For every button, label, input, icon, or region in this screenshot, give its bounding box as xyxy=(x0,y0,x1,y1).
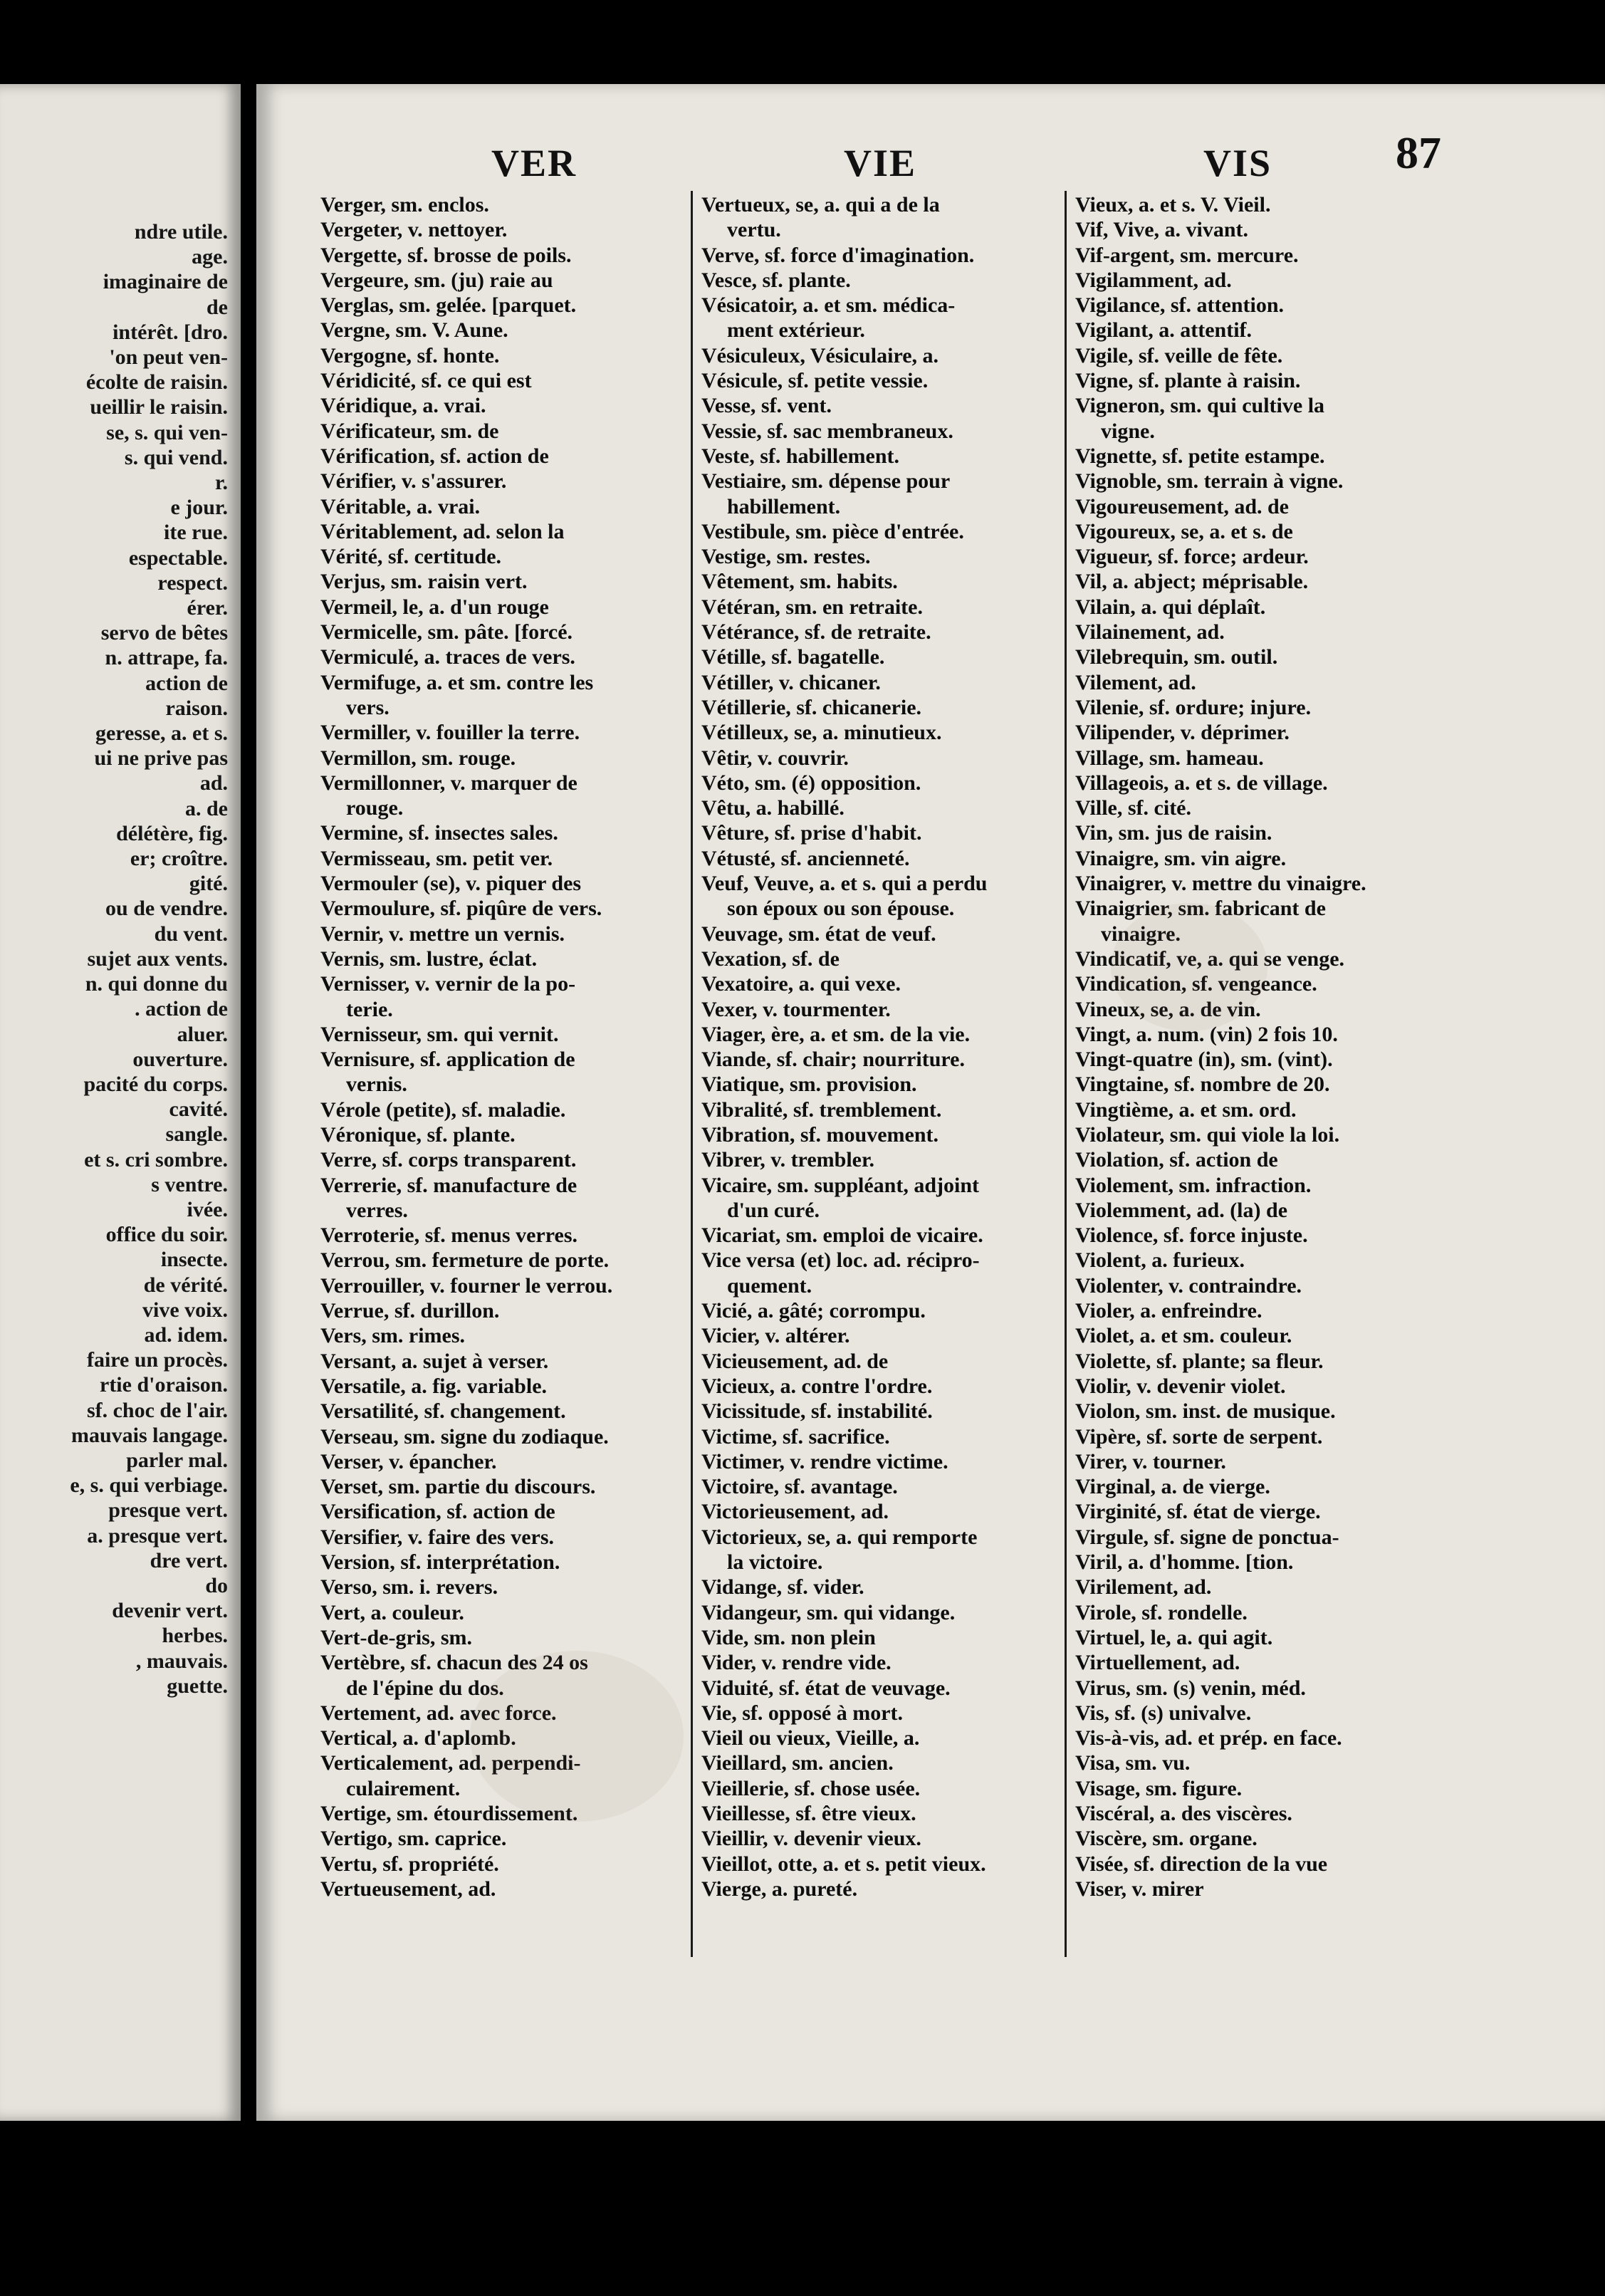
dictionary-entry: Vertu, sf. propriété. xyxy=(320,1852,499,1876)
dictionary-entry: Vieillerie, sf. chose usée. xyxy=(701,1776,921,1800)
paper-stain xyxy=(470,1651,684,1822)
dictionary-entry: Vermeil, le, a. d'un rouge xyxy=(320,595,549,619)
dictionary-entry: Vindication, sf. vengeance. xyxy=(1075,972,1317,996)
left-page-line: ad. idem. xyxy=(144,1322,228,1347)
left-page-line: devenir vert. xyxy=(112,1599,228,1623)
dictionary-entry: Vertige, sm. étourdissement. xyxy=(320,1802,578,1825)
dictionary-entry: vers. xyxy=(346,695,390,719)
dictionary-entry: Vigile, sf. veille de fête. xyxy=(1075,343,1283,367)
dictionary-entry: Véridicité, sf. ce qui est xyxy=(320,369,532,393)
dictionary-entry: Verrerie, sf. manufacture de xyxy=(320,1173,577,1197)
left-page-line: imaginaire de xyxy=(103,270,228,294)
dictionary-entry: Véritablement, ad. selon la xyxy=(320,519,565,543)
header-center-word: VIE xyxy=(844,142,917,184)
dictionary-entry: Vermifuge, a. et sm. contre les xyxy=(320,670,594,694)
dictionary-entry: Vidangeur, sm. qui vidange. xyxy=(701,1600,956,1624)
dictionary-entry: Vis, sf. (s) univalve. xyxy=(1075,1701,1252,1725)
left-page-line: s. qui vend. xyxy=(124,445,228,469)
dictionary-entry: Vilipender, v. déprimer. xyxy=(1075,721,1290,745)
dictionary-entry: Vierge, a. pureté. xyxy=(701,1877,858,1901)
dictionary-entry: Viduité, sf. état de veuvage. xyxy=(701,1676,951,1700)
dictionary-entry: Vineux, se, a. de vin. xyxy=(1075,997,1261,1021)
dictionary-entry: Verroterie, sf. menus verres. xyxy=(320,1223,577,1248)
dictionary-entry: Viande, sf. chair; nourriture. xyxy=(701,1048,965,1072)
dictionary-entry: Veuvage, sm. état de veuf. xyxy=(701,922,936,946)
dictionary-entry: Violement, sm. infraction. xyxy=(1075,1173,1312,1197)
dictionary-entry: Virginal, a. de vierge. xyxy=(1075,1475,1270,1499)
dictionary-entry: Victorieusement, ad. xyxy=(701,1500,889,1524)
dictionary-entry: Verger, sm. enclos. xyxy=(320,193,489,216)
dictionary-entry: Vétiller, v. chicaner. xyxy=(701,670,881,694)
dictionary-entry: vinaigre. xyxy=(1101,922,1181,946)
dictionary-entry: Vilenie, sf. ordure; injure. xyxy=(1075,695,1312,719)
dictionary-entry: d'un curé. xyxy=(727,1198,820,1222)
dictionary-entry: Vêture, sf. prise d'habit. xyxy=(701,821,922,845)
dictionary-entry: Vertement, ad. avec force. xyxy=(320,1701,557,1725)
dictionary-entry: Vétille, sf. bagatelle. xyxy=(701,645,885,669)
left-page-line: de xyxy=(206,295,228,319)
dictionary-entry: Virilement, ad. xyxy=(1075,1575,1212,1600)
dictionary-entry: Viril, a. d'homme. [tion. xyxy=(1075,1550,1294,1575)
left-page-line: n. qui donne du xyxy=(85,972,228,996)
dictionary-entry: Victimer, v. rendre victime. xyxy=(701,1449,948,1473)
dictionary-entry: Versatile, a. fig. variable. xyxy=(320,1374,548,1398)
dictionary-entry: Vermouler (se), v. piquer des xyxy=(320,872,582,896)
dictionary-entry: Vétillerie, sf. chicanerie. xyxy=(701,695,922,719)
left-page-line: insecte. xyxy=(160,1248,228,1272)
left-page-line: office du soir. xyxy=(105,1223,228,1247)
dictionary-entry: Vêtir, v. couvrir. xyxy=(701,746,849,770)
dictionary-entry: rouge. xyxy=(346,796,404,820)
dictionary-entry: Violence, sf. force injuste. xyxy=(1075,1223,1308,1248)
dictionary-entry: Vilement, ad. xyxy=(1075,670,1196,694)
dictionary-entry: Verjus, sm. raisin vert. xyxy=(320,570,528,594)
dictionary-entry: Véronique, sf. plante. xyxy=(320,1122,516,1147)
left-page-line: ouverture. xyxy=(132,1047,228,1071)
dictionary-entry: Vie, sf. opposé à mort. xyxy=(701,1701,904,1725)
left-page-text xyxy=(70,219,228,1698)
dictionary-entry: Vérité, sf. certitude. xyxy=(320,545,502,569)
dictionary-entry: Violemment, ad. (la) de xyxy=(1075,1198,1288,1222)
dictionary-entry: Vieil ou vieux, Vieille, a. xyxy=(701,1726,920,1750)
dictionary-entry: Vigilamment, ad. xyxy=(1075,268,1232,292)
dictionary-entry: Viatique, sm. provision. xyxy=(701,1073,917,1097)
dictionary-entry: Vétilleux, se, a. minutieux. xyxy=(701,721,942,745)
dictionary-entry: Vignette, sf. petite estampe. xyxy=(1075,444,1325,468)
left-page-line: ndre utile. xyxy=(134,220,228,244)
dictionary-entry: Viser, v. mirer xyxy=(1075,1877,1204,1901)
dictionary-entry: Verset, sm. partie du discours. xyxy=(320,1475,596,1499)
dictionary-entry: Visage, sm. figure. xyxy=(1075,1776,1243,1800)
dictionary-entry: son époux ou son épouse. xyxy=(727,897,955,921)
dictionary-entry: Viscéral, a. des viscères. xyxy=(1075,1802,1292,1825)
left-page-line: a. de xyxy=(185,796,228,820)
left-page-line: sf. choc de l'air. xyxy=(86,1398,228,1422)
column-divider xyxy=(1065,191,1067,1957)
left-page-line: respect. xyxy=(157,570,228,595)
dictionary-entry: Verser, v. épancher. xyxy=(320,1449,497,1473)
dictionary-entry: Vinaigre, sm. vin aigre. xyxy=(1075,846,1287,870)
dictionary-entry: Virus, sm. (s) venin, méd. xyxy=(1075,1676,1306,1700)
dictionary-entry: Versification, sf. action de xyxy=(320,1500,555,1524)
dictionary-entry: Vexer, v. tourmenter. xyxy=(701,997,891,1021)
dictionary-entry: Veste, sf. habillement. xyxy=(701,444,900,468)
dictionary-entry: Vigoureux, se, a. et s. de xyxy=(1075,519,1293,543)
dictionary-entry: Vertical, a. d'aplomb. xyxy=(320,1726,516,1750)
running-header xyxy=(256,84,1605,191)
dictionary-entry: Vertigo, sm. caprice. xyxy=(320,1827,507,1851)
dictionary-entry: Vin, sm. jus de raisin. xyxy=(1075,821,1272,845)
left-page-line: er; croître. xyxy=(130,847,228,871)
dictionary-entry: Verseau, sm. signe du zodiaque. xyxy=(320,1424,609,1449)
dictionary-entry: Vexatoire, a. qui vexe. xyxy=(701,972,901,996)
dictionary-entry: Vêtement, sm. habits. xyxy=(701,570,898,594)
left-page-line: n. attrape, fa. xyxy=(105,646,228,670)
dictionary-entry: Vétusté, sf. ancienneté. xyxy=(701,846,910,870)
dictionary-entry: Violenter, v. contraindre. xyxy=(1075,1273,1302,1298)
dictionary-entry: Vessie, sf. sac membraneux. xyxy=(701,419,953,443)
dictionary-entry: Vêtu, a. habillé. xyxy=(701,796,845,820)
left-page-line: presque vert. xyxy=(108,1498,228,1523)
dictionary-entry: ment extérieur. xyxy=(727,318,865,343)
dictionary-entry: Vergne, sm. V. Aune. xyxy=(320,318,508,343)
dictionary-entry: Villageois, a. et s. de village. xyxy=(1075,771,1328,795)
left-page-line: e, s. qui verbiage. xyxy=(70,1473,228,1498)
dictionary-entry: Vibralité, sf. tremblement. xyxy=(701,1097,942,1122)
dictionary-entry: culairement. xyxy=(346,1776,461,1800)
dictionary-entry: Vigueur, sf. force; ardeur. xyxy=(1075,545,1309,569)
dictionary-entry: Vestige, sm. restes. xyxy=(701,545,871,569)
dictionary-entry: vertu. xyxy=(727,218,781,242)
dictionary-entry: Virginité, sf. état de vierge. xyxy=(1075,1500,1321,1524)
dictionary-entry: Vernis, sm. lustre, éclat. xyxy=(320,946,538,971)
dictionary-entry: Vérification, sf. action de xyxy=(320,444,549,468)
left-page-line: action de xyxy=(145,671,228,695)
left-page-line: ui ne prive pas xyxy=(94,746,228,771)
dictionary-entry: Vésiculeux, Vésiculaire, a. xyxy=(701,343,939,367)
dictionary-entry: Virgule, sf. signe de ponctua- xyxy=(1075,1525,1339,1549)
left-page-line: vive voix. xyxy=(142,1298,228,1322)
dictionary-entry: Vibration, sf. mouvement. xyxy=(701,1122,939,1147)
dictionary-entry: Versatilité, sf. changement. xyxy=(320,1399,566,1424)
left-page-line: se, s. qui ven- xyxy=(106,420,228,444)
dictionary-entry: Violette, sf. plante; sa fleur. xyxy=(1075,1349,1324,1373)
header-right-word: VIS xyxy=(1203,142,1272,184)
dictionary-entry: Vermoulure, sf. piqûre de vers. xyxy=(320,897,602,921)
dictionary-entry: Vinaigrier, sm. fabricant de xyxy=(1075,897,1326,921)
dictionary-entry: Verso, sm. i. revers. xyxy=(320,1575,498,1600)
dictionary-entry: Vérole (petite), sf. maladie. xyxy=(320,1097,566,1122)
left-page-line: du vent. xyxy=(154,922,228,946)
dictionary-entry: Vicissitude, sf. instabilité. xyxy=(701,1399,933,1424)
dictionary-entry: Victime, sf. sacrifice. xyxy=(701,1424,890,1449)
dictionary-entry: Vigneron, sm. qui cultive la xyxy=(1075,394,1325,418)
left-page-line: ite rue. xyxy=(164,521,228,545)
left-page-line: et s. cri sombre. xyxy=(84,1147,228,1172)
dictionary-entry: Version, sf. interprétation. xyxy=(320,1550,560,1575)
dictionary-entry: Vil, a. abject; méprisable. xyxy=(1075,570,1309,594)
dictionary-entry: Vernisure, sf. application de xyxy=(320,1048,575,1072)
dictionary-entry: Vétéran, sm. en retraite. xyxy=(701,595,923,619)
left-page-line: sujet aux vents. xyxy=(87,946,228,971)
dictionary-entry: Vieillard, sm. ancien. xyxy=(701,1751,894,1775)
dictionary-entry: Vernisser, v. vernir de la po- xyxy=(320,972,576,996)
left-page-line: do xyxy=(205,1573,228,1597)
dictionary-entry: Vingt-quatre (in), sm. (vint). xyxy=(1075,1048,1333,1072)
dictionary-entry: Viager, ère, a. et sm. de la vie. xyxy=(701,1022,971,1046)
left-page-line: érer. xyxy=(187,596,228,620)
dictionary-entry: Vernir, v. mettre un vernis. xyxy=(320,922,565,946)
dictionary-entry: Vipère, sf. sorte de serpent. xyxy=(1075,1424,1323,1449)
dictionary-entry: Vésicule, sf. petite vessie. xyxy=(701,369,929,393)
dictionary-entry: Vider, v. rendre vide. xyxy=(701,1651,892,1675)
left-page-line: , mauvais. xyxy=(135,1649,228,1673)
dictionary-entry: Vétérance, sf. de retraite. xyxy=(701,620,931,645)
dictionary-entry: Vicié, a. gâté; corrompu. xyxy=(701,1299,926,1323)
dictionary-page xyxy=(256,84,1605,2121)
dictionary-entry: Vergogne, sf. honte. xyxy=(320,343,500,367)
header-left-word: VER xyxy=(491,142,577,184)
left-page-line: dre vert. xyxy=(150,1548,228,1572)
left-page-line: ou de vendre. xyxy=(105,897,228,921)
dictionary-entry: Virtuel, le, a. qui agit. xyxy=(1075,1625,1273,1649)
dictionary-entry: Vergeter, v. nettoyer. xyxy=(320,218,508,242)
dictionary-entry: Vicier, v. altérer. xyxy=(701,1324,850,1348)
dictionary-entry: Vicaire, sm. suppléant, adjoint xyxy=(701,1173,980,1197)
dictionary-entry: Vers, sm. rimes. xyxy=(320,1324,466,1348)
left-page-line: guette. xyxy=(167,1674,228,1698)
left-page-line: ad. xyxy=(199,771,228,795)
dictionary-entry: Véridique, a. vrai. xyxy=(320,394,486,418)
left-page-line: ivée. xyxy=(187,1197,228,1221)
dictionary-entry: habillement. xyxy=(727,494,841,518)
dictionary-entry: Vesse, sf. vent. xyxy=(701,394,832,418)
left-page-line: espectable. xyxy=(128,546,228,570)
dictionary-entry: Versant, a. sujet à verser. xyxy=(320,1349,549,1373)
dictionary-entry: vernis. xyxy=(346,1073,407,1097)
dictionary-entry: Vingtième, a. et sm. ord. xyxy=(1075,1097,1297,1122)
left-page-line: cavité. xyxy=(169,1097,228,1122)
dictionary-entry: Virole, sf. rondelle. xyxy=(1075,1600,1248,1624)
dictionary-entry: Vermicelle, sm. pâte. [forcé. xyxy=(320,620,573,645)
dictionary-entry: Vilain, a. qui déplaît. xyxy=(1075,595,1266,619)
dictionary-entry: Vignoble, sm. terrain à vigne. xyxy=(1075,469,1344,494)
left-page-line: sangle. xyxy=(165,1122,228,1147)
dictionary-entry: Vindicatif, ve, a. qui se venge. xyxy=(1075,946,1345,971)
entries-column-3 xyxy=(1075,192,1460,1901)
dictionary-entry: Visa, sm. vu. xyxy=(1075,1751,1191,1775)
left-page-line: pacité du corps. xyxy=(83,1072,228,1096)
dictionary-entry: Véritable, a. vrai. xyxy=(320,494,481,518)
dictionary-entry: Véto, sm. (é) opposition. xyxy=(701,771,921,795)
dictionary-entry: Verrou, sm. fermeture de porte. xyxy=(320,1248,610,1273)
left-page-line: a. presque vert. xyxy=(87,1523,228,1548)
dictionary-entry: Vidange, sf. vider. xyxy=(701,1575,864,1600)
dictionary-entry: Violon, sm. inst. de musique. xyxy=(1075,1399,1336,1424)
dictionary-entry: Vestibule, sm. pièce d'entrée. xyxy=(701,519,964,543)
dictionary-entry: Vermillonner, v. marquer de xyxy=(320,771,577,795)
dictionary-entry: Versifier, v. faire des vers. xyxy=(320,1525,554,1549)
dictionary-entry: Veuf, Veuve, a. et s. qui a perdu xyxy=(701,872,988,896)
dictionary-entry: Vert, a. couleur. xyxy=(320,1600,464,1624)
left-page-line: aluer. xyxy=(177,1022,228,1046)
dictionary-entry: Vingt, a. num. (vin) 2 fois 10. xyxy=(1075,1022,1338,1046)
left-page-line: faire un procès. xyxy=(86,1348,228,1372)
dictionary-entry: Vigilance, sf. attention. xyxy=(1075,293,1285,318)
paper-stain xyxy=(1111,903,1267,1031)
left-page-line: geresse, a. et s. xyxy=(95,721,228,746)
dictionary-entry: terie. xyxy=(346,997,393,1021)
dictionary-entry: Vert-de-gris, sm. xyxy=(320,1625,473,1649)
dictionary-entry: Vermillon, sm. rouge. xyxy=(320,746,516,770)
left-page-line: de vérité. xyxy=(143,1273,228,1297)
dictionary-entry: Vicariat, sm. emploi de vicaire. xyxy=(701,1223,983,1248)
dictionary-entry: Violir, v. devenir violet. xyxy=(1075,1374,1286,1398)
dictionary-entry: de l'épine du dos. xyxy=(346,1676,504,1700)
left-page-line: age. xyxy=(192,245,228,269)
page-number: 87 xyxy=(1396,127,1441,178)
dictionary-entry: Violateur, sm. qui viole la loi. xyxy=(1075,1122,1340,1147)
dictionary-entry: Victoire, sf. avantage. xyxy=(701,1475,898,1499)
left-page-line: 'on peut ven- xyxy=(109,345,228,370)
dictionary-entry: Vestiaire, sm. dépense pour xyxy=(701,469,951,494)
dictionary-entry: Victorieux, se, a. qui remporte xyxy=(701,1525,978,1549)
dictionary-entry: Violent, a. furieux. xyxy=(1075,1248,1245,1273)
left-page-line: écolte de raisin. xyxy=(85,370,228,395)
dictionary-entry: Vieillot, otte, a. et s. petit vieux. xyxy=(701,1852,986,1876)
dictionary-entry: Vermiller, v. fouiller la terre. xyxy=(320,721,580,745)
dictionary-entry: Verticalement, ad. perpendi- xyxy=(320,1751,581,1775)
left-page-line: intérêt. [dro. xyxy=(113,320,228,344)
left-page-line: rtie d'oraison. xyxy=(100,1373,228,1397)
left-page-line: raison. xyxy=(165,696,228,720)
dictionary-entry: Vésicatoir, a. et sm. médica- xyxy=(701,293,956,318)
dictionary-entry: vigne. xyxy=(1101,419,1155,443)
dictionary-entry: Virer, v. tourner. xyxy=(1075,1449,1226,1473)
dictionary-entry: Vicieusement, ad. de xyxy=(701,1349,889,1373)
left-page-line: servo de bêtes xyxy=(100,621,228,645)
left-page-line: herbes. xyxy=(162,1624,228,1648)
entries-column-2 xyxy=(701,192,1057,1901)
dictionary-entry: Verrue, sf. durillon. xyxy=(320,1299,500,1323)
left-page-line: r. xyxy=(214,471,228,495)
dictionary-entry: Vermiculé, a. traces de vers. xyxy=(320,645,575,669)
dictionary-entry: Visée, sf. direction de la vue xyxy=(1075,1852,1328,1876)
dictionary-entry: Ville, sf. cité. xyxy=(1075,796,1191,820)
dictionary-entry: Vice versa (et) loc. ad. récipro- xyxy=(701,1248,980,1273)
entries-column-1 xyxy=(320,192,694,1901)
dictionary-entry: Vérifier, v. s'assurer. xyxy=(320,469,507,494)
dictionary-entry: Vertueusement, ad. xyxy=(320,1877,496,1901)
dictionary-entry: Vicieux, a. contre l'ordre. xyxy=(701,1374,933,1398)
dictionary-entry: Violer, a. enfreindre. xyxy=(1075,1299,1262,1323)
dictionary-entry: Vinaigrer, v. mettre du vinaigre. xyxy=(1075,872,1366,896)
left-page-line: mauvais langage. xyxy=(70,1423,228,1447)
dictionary-entry: Vilainement, ad. xyxy=(1075,620,1225,645)
dictionary-entry: Vertèbre, sf. chacun des 24 os xyxy=(320,1651,588,1675)
left-page-line: e jour. xyxy=(170,496,228,520)
dictionary-entry: quement. xyxy=(727,1273,812,1298)
left-page-fragment xyxy=(0,84,241,2121)
left-page-line: ueillir le raisin. xyxy=(90,395,228,419)
dictionary-entry: Vérificateur, sm. de xyxy=(320,419,499,443)
dictionary-entry: Vexation, sf. de xyxy=(701,946,840,971)
dictionary-entry: Vingtaine, sf. nombre de 20. xyxy=(1075,1073,1330,1097)
dictionary-entry: Vieillesse, sf. être vieux. xyxy=(701,1802,916,1825)
dictionary-entry: la victoire. xyxy=(727,1550,823,1575)
dictionary-entry: Vermine, sf. insectes sales. xyxy=(320,821,558,845)
dictionary-entry: Vigne, sf. plante à raisin. xyxy=(1075,369,1301,393)
dictionary-entry: Virtuellement, ad. xyxy=(1075,1651,1240,1675)
dictionary-entry: Vesce, sf. plante. xyxy=(701,268,851,292)
dictionary-entry: Vernisseur, sm. qui vernit. xyxy=(320,1022,559,1046)
dictionary-entry: Vide, sm. non plein xyxy=(701,1625,876,1649)
dictionary-entry: Violation, sf. action de xyxy=(1075,1148,1278,1172)
left-page-line: s ventre. xyxy=(151,1172,228,1196)
dictionary-entry: Vermisseau, sm. petit ver. xyxy=(320,846,553,870)
dictionary-entry: Verve, sf. force d'imagination. xyxy=(701,243,975,267)
dictionary-entry: Vertueux, se, a. qui a de la xyxy=(701,193,940,216)
dictionary-entry: Verrouiller, v. fourner le verrou. xyxy=(320,1273,613,1298)
dictionary-entry: Vigilant, a. attentif. xyxy=(1075,318,1253,343)
dictionary-entry: Violet, a. et sm. couleur. xyxy=(1075,1324,1292,1348)
dictionary-entry: Vieillir, v. devenir vieux. xyxy=(701,1827,921,1851)
dictionary-entry: Vergeure, sm. (ju) raie au xyxy=(320,268,553,292)
dictionary-entry: Verre, sf. corps transparent. xyxy=(320,1148,577,1172)
dictionary-entry: Vilebrequin, sm. outil. xyxy=(1075,645,1278,669)
left-page-line: gité. xyxy=(189,872,228,896)
left-page-line: délétère, fig. xyxy=(116,821,228,845)
dictionary-entry: Viscère, sm. organe. xyxy=(1075,1827,1258,1851)
dictionary-entry: Vif-argent, sm. mercure. xyxy=(1075,243,1299,267)
dictionary-entry: Vieux, a. et s. V. Vieil. xyxy=(1075,193,1271,216)
dictionary-entry: Vergette, sf. brosse de poils. xyxy=(320,243,572,267)
dictionary-entry: Vigoureusement, ad. de xyxy=(1075,494,1289,518)
left-page-line: . action de xyxy=(135,997,228,1021)
dictionary-entry: Vibrer, v. trembler. xyxy=(701,1148,875,1172)
left-page-line: parler mal. xyxy=(126,1448,228,1472)
dictionary-entry: Village, sm. hameau. xyxy=(1075,746,1264,770)
dictionary-entry: Verglas, sm. gelée. [parquet. xyxy=(320,293,577,318)
dictionary-entry: verres. xyxy=(346,1198,408,1222)
dictionary-entry: Vif, Vive, a. vivant. xyxy=(1075,218,1249,242)
dictionary-entry: Vis-à-vis, ad. et prép. en face. xyxy=(1075,1726,1342,1750)
